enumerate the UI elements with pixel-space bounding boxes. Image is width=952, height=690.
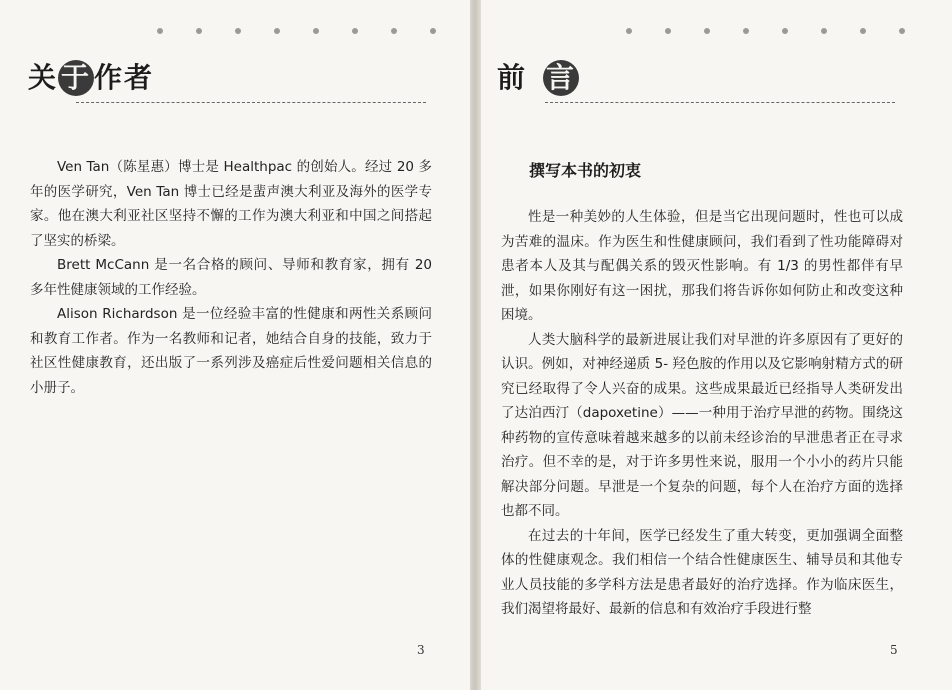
body-text (501, 205, 903, 622)
paragraph: Alison Richardson 是一位经验丰富的性健康和两性关系顾问和教育工作者。作为一名教师和记者，她结合自身的技能，致力于社区性健康教育，还出版了一系列涉及癌症后性爱问题相关信息的小册子。 (30, 306, 432, 396)
title-divider (545, 102, 895, 103)
chapter-title (28, 60, 154, 96)
left-page (0, 0, 470, 690)
section-heading: 撰写本书的初衷 (529, 161, 642, 180)
page-number: 5 (890, 643, 898, 657)
paragraph: Brett McCann 是一名合格的顾问、导师和教育家，拥有 20 多年性健康领域的工作经验。 (30, 257, 432, 298)
title-char: 关 (28, 61, 59, 94)
paragraph: 性是一种美妙的人生体验，但是当它出现问题时，性也可以成为苦难的温床。作为医生和性健康顾问，我们看到了性功能障碍对患者本人及其与配偶关系的毁灭性影响。有 1/3 的男性都伴有早泄，如果你刚好有这一困扰，那我们将告诉你如何防止和改变这种困境。 (501, 209, 903, 323)
paragraph: Ven Tan（陈星惠）博士是 Healthpac 的创始人。经过 20 多年的医学研究，Ven Tan 博士已经是蜚声澳大利亚及海外的医学专家。他在澳大利亚社区坚持不懈的工作为澳大利亚和中国之间搭起了坚实的桥梁。 (30, 159, 432, 249)
page-number: 3 (417, 643, 425, 657)
decorative-dots (626, 28, 905, 34)
title-char: 前 (497, 61, 528, 94)
body-text (30, 155, 432, 400)
paragraph: 在过去的十年间，医学已经发生了重大转变，更加强调全面整体的性健康观念。我们相信一个结合性健康医生、辅导员和其他专业人员技能的多学科方法是患者最好的治疗选择。作为临床医生，我们渴望将最好、最新的信息和有效治疗手段进行整 (501, 527, 903, 617)
book-gutter (470, 0, 481, 690)
right-page (481, 0, 952, 690)
paragraph: 人类大脑科学的最新进展让我们对早泄的许多原因有了更好的认识。例如，对神经递质 5- 羟色胺的作用以及它影响射精方式的研究已经取得了令人兴奋的成果。这些成果最近已经指导人类研发出了达泊西汀（dapoxetine）——一种用于治疗早泄的药物。围绕这种药物的宣传意味着越来越多的以前未经诊治的早泄患者正在寻求治疗。但不幸的是，对于许多男性来说，服用一个小小的药片只能解决部分问题。早泄是一个复杂的问题，每个人在治疗方面的选择也都不同。 (501, 331, 903, 519)
title-badge-char: 于 (58, 60, 94, 96)
title-rest: 作者 (94, 61, 155, 94)
title-divider (76, 102, 426, 103)
decorative-dots (157, 28, 436, 34)
chapter-title (497, 60, 579, 96)
title-badge-char: 言 (543, 60, 579, 96)
